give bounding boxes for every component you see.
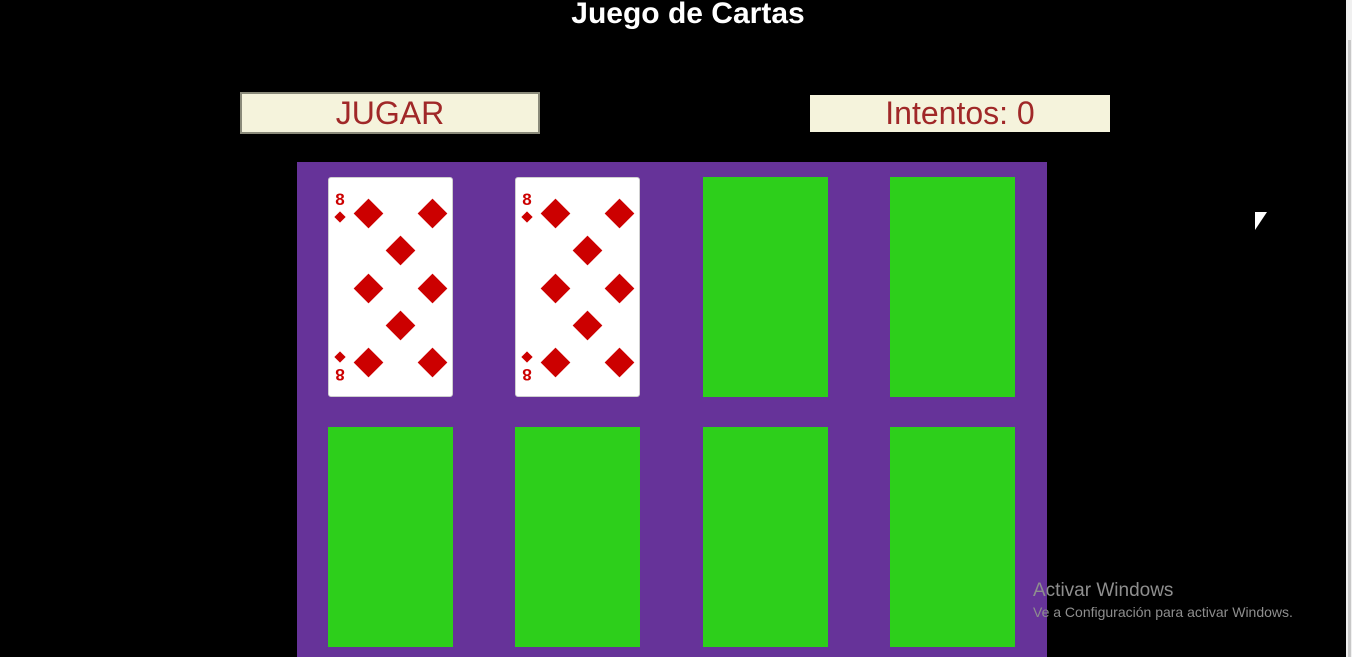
page-title: Juego de Cartas [571, 0, 805, 30]
diamond-icon [541, 274, 571, 304]
card-8[interactable] [890, 427, 1015, 647]
scrollbar-thumb[interactable] [1348, 40, 1351, 657]
card-6[interactable] [515, 427, 640, 647]
card-4[interactable] [890, 177, 1015, 397]
card-rank-corner [333, 192, 347, 224]
diamond-icon [354, 199, 384, 229]
diamond-icon [418, 348, 448, 378]
diamond-icon [573, 311, 603, 341]
diamond-icon [605, 199, 635, 229]
card-7[interactable] [703, 427, 828, 647]
windows-activation-watermark [1033, 580, 1293, 622]
card-rank: 8 [335, 365, 345, 384]
attempts-counter: Intentos: 0 [810, 95, 1110, 132]
card-board [297, 162, 1047, 657]
diamond-icon [386, 311, 416, 341]
card-5[interactable] [328, 427, 453, 647]
diamond-icon [605, 274, 635, 304]
diamond-icon [418, 274, 448, 304]
diamond-icon [605, 348, 635, 378]
vertical-scrollbar[interactable] [1346, 0, 1352, 657]
card-2[interactable] [515, 177, 640, 397]
diamond-icon [418, 199, 448, 229]
card-1[interactable] [328, 177, 453, 397]
card-rank-corner [333, 350, 347, 382]
watermark-subtitle: Ve a Configuración para activar Windows. [1033, 604, 1293, 620]
diamond-icon [541, 348, 571, 378]
diamond-icon [386, 236, 416, 266]
watermark-title: Activar Windows [1033, 580, 1174, 601]
diamond-icon [541, 199, 571, 229]
diamond-icon [354, 348, 384, 378]
mouse-cursor-icon [1255, 212, 1267, 230]
diamond-icon [573, 236, 603, 266]
diamond-icon [354, 274, 384, 304]
play-button[interactable]: JUGAR [240, 92, 540, 134]
card-rank: 8 [522, 365, 532, 384]
card-rank: 8 [335, 190, 345, 209]
card-rank-corner [520, 350, 534, 382]
card-3[interactable] [703, 177, 828, 397]
card-rank-corner [520, 192, 534, 224]
card-rank: 8 [522, 190, 532, 209]
